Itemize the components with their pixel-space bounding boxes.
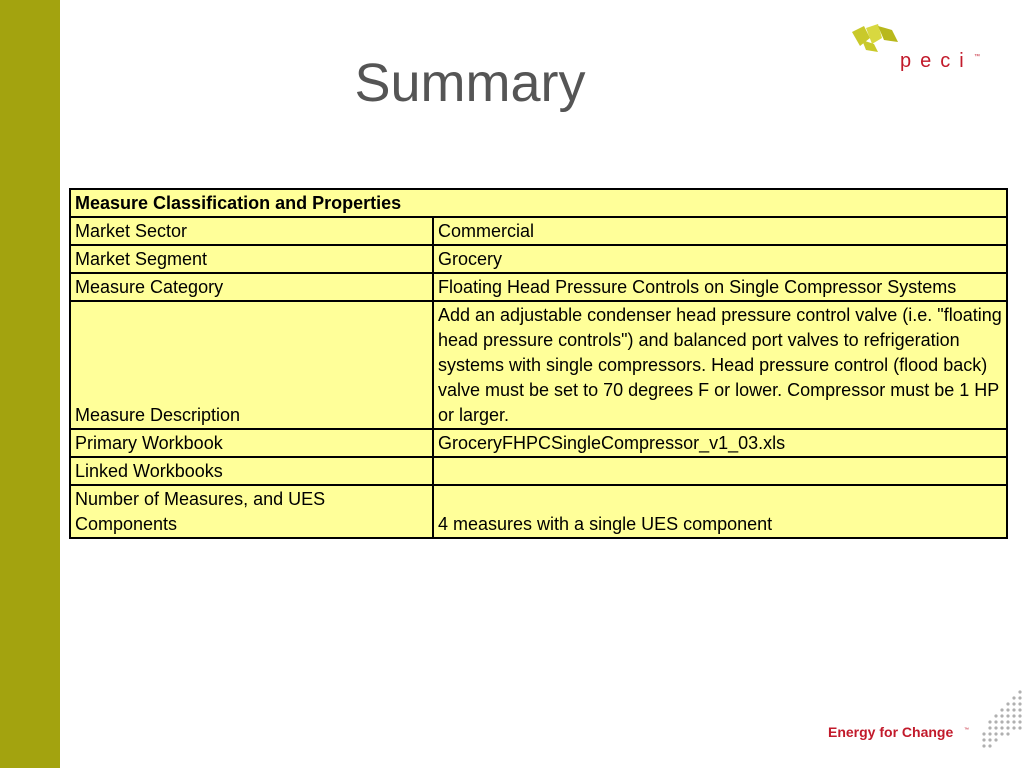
row-label: Measure Category [70,273,433,301]
table-row [70,245,1007,273]
logo-text: peci [900,50,973,72]
table-row [70,301,1007,429]
dot-grid-icon [976,690,1024,750]
row-value: Floating Head Pressure Controls on Single Compressor Systems [433,273,1007,301]
row-label: Primary Workbook [70,429,433,457]
row-value: 4 measures with a single UES component [433,485,1007,538]
table-header-row [70,189,1007,217]
peci-logo [852,24,982,78]
table-row [70,273,1007,301]
logo-trademark: ™ [974,54,980,60]
measure-properties-table [69,188,1008,539]
row-value: Grocery [433,245,1007,273]
footer-tagline: Energy for Change [828,724,954,740]
row-label: Number of Measures, and UES Components [70,485,433,538]
page-title: Summary [354,53,586,113]
row-value: GroceryFHPCSingleCompressor_v1_03.xls [433,429,1007,457]
left-accent-bar [0,0,60,768]
peci-chevron-logo-icon [852,24,900,54]
table-row [70,429,1007,457]
table-row [70,457,1007,485]
table-row [70,485,1007,538]
row-label: Linked Workbooks [70,457,433,485]
row-label: Market Segment [70,245,433,273]
table-header: Measure Classification and Properties [70,189,1007,217]
row-value: Commercial [433,217,1007,245]
row-label: Market Sector [70,217,433,245]
row-value: Add an adjustable condenser head pressure control valve (i.e. "floating head pressure controls") and balanced port valves to refrigeration systems with single compressors. Head pressure control (flood back) valve must be set to 70 degrees F or lower. Compressor must be 1 HP or larger. [433,301,1007,429]
row-value [433,457,1007,485]
table-row [70,217,1007,245]
row-label: Measure Description [70,301,433,429]
footer-trademark: ™ [964,727,969,733]
